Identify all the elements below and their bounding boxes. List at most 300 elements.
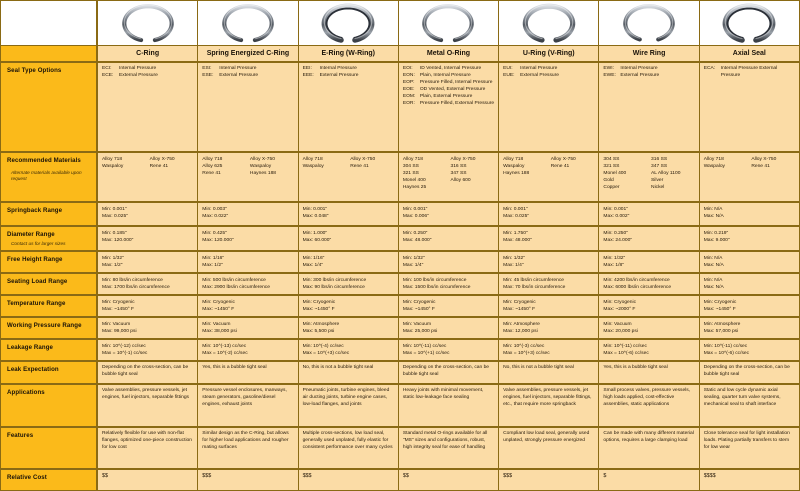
- max-value: Max: 1/4": [503, 263, 524, 269]
- min-value: Min: 500 lbs/in circumference: [202, 278, 266, 283]
- max-value: Max: N/A: [703, 214, 724, 220]
- max-value: Max: 48.000": [402, 238, 432, 244]
- table-cell: [499, 318, 599, 340]
- material-name: Alloy 718: [202, 157, 223, 162]
- table-row-temperature-range: [1, 296, 799, 318]
- min-value: Min: 0.185": [102, 231, 127, 236]
- material-name: Alloy X-750: [751, 157, 777, 162]
- max-value: Max: 120.000": [202, 238, 234, 244]
- table-cell: Pressure vessel enclosures, manways, steam generators, gasoline/diesel engines, exhaust joints: [198, 385, 298, 428]
- seal-type-option: [202, 66, 293, 73]
- table-cell: [499, 252, 599, 274]
- max-value: Max: ~1450° F: [503, 307, 536, 313]
- material-column-2: [751, 156, 795, 170]
- table-row-diameter-range: [1, 227, 799, 252]
- min-value: Min: 1.750": [503, 231, 528, 236]
- seal-type-option: [403, 73, 494, 80]
- seal-type-description: Pressure Filled, Internal Pressure: [419, 79, 493, 85]
- relative-cost-value: $$$$: [700, 470, 799, 490]
- table-cell: Multiple cross-sections, low load seal, generally used unplated, fully elastic for consistent performance over many cycles: [299, 428, 399, 470]
- seal-type-option: [704, 66, 795, 80]
- seal-type-code: EOI:: [402, 66, 413, 71]
- min-value: Min: Atmosphere: [703, 322, 741, 327]
- table-row-free-height-range: [1, 252, 799, 274]
- relative-cost-value: $: [599, 470, 699, 490]
- max-value: Max: 5,500 psi: [302, 329, 335, 335]
- material-name: Alloy X-750: [450, 157, 476, 162]
- table-cell: [599, 274, 699, 296]
- max-value: Max = 10^(-6) cc/sec: [703, 351, 750, 357]
- seal-type-option: [102, 66, 193, 73]
- table-row-features: [1, 428, 799, 470]
- row-label: Seal Type Options: [7, 67, 62, 74]
- row-label-cell: [1, 274, 98, 296]
- row-label-cell: [1, 318, 98, 340]
- table-cell: Compliant low load seal, generally used unplated, strongly pressure energized: [499, 428, 599, 470]
- table-cell: [599, 340, 699, 362]
- table-cell: [499, 63, 599, 153]
- max-value: Max: ~1450° F: [402, 307, 435, 313]
- min-value: Min: 0.250": [402, 231, 428, 236]
- min-value: Min: 10^(-4) cc/sec: [302, 344, 344, 349]
- table-cell: Close tolerance seal for light installation loads. Plating partially transfers to stem for low wear: [700, 428, 799, 470]
- material-name: Rene 41: [149, 164, 169, 170]
- row-label-cell: [1, 362, 98, 385]
- seal-type-code: EON:: [402, 72, 415, 78]
- table-cell: Static and low cycle dynamic axial sealing, quarter turn valve systems, mechanical seal to shaft interface: [700, 385, 799, 428]
- table-cell: [198, 63, 298, 153]
- max-value: Max: 0.048": [302, 214, 329, 220]
- min-value: Min: Cryogenic: [202, 300, 235, 305]
- table-cell: [299, 296, 399, 318]
- max-value: Max: N/A: [703, 285, 724, 291]
- table-cell: Pneumatic joints, turbine engines, bleed air ducting joints, turbine engine cases, low-load flanges, and joints: [299, 385, 399, 428]
- min-value: Min: 45 lbs/in circumference: [503, 278, 565, 283]
- table-cell: [700, 318, 799, 340]
- table-cell: [399, 340, 499, 362]
- seal-type-description: Internal Pressure: [520, 66, 558, 71]
- min-value: Min: 10^(-11) cc/sec: [603, 344, 647, 349]
- row-label-cell: [1, 470, 98, 490]
- table-cell: [198, 203, 298, 227]
- min-value: Min: 0.001": [102, 207, 127, 212]
- material-name: Alloy 718: [703, 157, 724, 162]
- table-cell: [599, 63, 699, 153]
- row-label: Features: [7, 432, 34, 439]
- min-value: Min: Cryogenic: [402, 300, 436, 305]
- max-value: Max: ~1450° F: [703, 307, 736, 313]
- material-name: 321 SS: [402, 171, 419, 177]
- max-value: Max: 1700 lbs/in circumference: [102, 285, 170, 291]
- table-cell: [98, 63, 198, 153]
- seal-type-code: ESE:: [202, 72, 214, 78]
- seal-type-option: [603, 66, 694, 73]
- material-column-2: [350, 156, 394, 170]
- max-value: Max: ~2000° F: [603, 307, 636, 313]
- min-value: Min: 0.219": [703, 231, 729, 236]
- max-value: Max: 0.002": [603, 214, 630, 220]
- table-cell: Depending on the cross-section, can be bubble tight seal: [700, 362, 799, 385]
- table-cell: [299, 340, 399, 362]
- table-cell: [299, 274, 399, 296]
- min-value: Min: 0.001": [603, 207, 628, 212]
- seal-type-option: [303, 73, 394, 80]
- table-cell: [399, 153, 499, 203]
- material-column-2: [450, 156, 494, 192]
- max-value: Max: 6000 lbs/in circumference: [603, 285, 672, 291]
- seal-type-code: ESI:: [202, 66, 212, 71]
- seal-type-description: Internal Pressure: [219, 66, 257, 71]
- material-name: Waspaloy: [302, 164, 324, 170]
- seal-type-option: [603, 73, 694, 80]
- max-value: Max: 57,000 psi: [703, 329, 739, 335]
- table-cell: [399, 227, 499, 252]
- seal-name-header-row: [1, 46, 799, 63]
- seal-type-description: Internal Pressure: [620, 66, 658, 71]
- max-value: Max: 99,000 psi: [102, 329, 137, 335]
- material-column-2: [551, 156, 595, 177]
- material-name: Monel 400: [402, 178, 426, 184]
- material-name: Alloy 718: [302, 157, 323, 162]
- max-value: Max: ~1450° F: [302, 307, 335, 313]
- max-value: Max = 10^(-1) cc/sec: [102, 351, 148, 357]
- row-label-cell: [1, 296, 98, 318]
- seal-image-row: [1, 1, 799, 46]
- row-label: Leak Expectation: [7, 366, 59, 373]
- table-cell: [198, 252, 298, 274]
- seal-type-description: Pressure Filled, External Pressure: [419, 100, 495, 106]
- column-header-spring-energized-c-ring: Spring Energized C-Ring: [198, 46, 298, 63]
- seal-type-description: Internal Pressure External Pressure: [720, 66, 778, 78]
- min-value: Min: 0.003": [202, 207, 227, 212]
- max-value: Max: 90 lbs/in circumference: [302, 285, 365, 291]
- min-value: Min: 0.001": [503, 207, 528, 212]
- table-cell: [399, 63, 499, 153]
- max-value: Max: 38,000 psi: [202, 329, 237, 335]
- table-cell: [98, 296, 198, 318]
- min-value: Min: 4200 lbs/in circumference: [603, 278, 670, 283]
- table-cell: [399, 274, 499, 296]
- max-value: Max: N/A: [703, 263, 724, 269]
- material-name: Copper: [603, 185, 620, 191]
- min-value: Min: Vacuum: [202, 322, 231, 327]
- table-cell: [98, 318, 198, 340]
- max-value: Max = 10^(+1) cc/sec: [402, 351, 450, 357]
- seal-type-option: [303, 66, 394, 73]
- material-column-1: [202, 156, 246, 177]
- table-cell: [499, 153, 599, 203]
- material-column-1: [303, 156, 347, 170]
- max-value: Max: 0.006": [402, 214, 429, 220]
- table-cell: Relatively flexible for use with non-flat flanges, optimized one-piece construction for low cost: [98, 428, 198, 470]
- table-cell: [198, 227, 298, 252]
- table-cell: [599, 153, 699, 203]
- seal-type-code: EOR:: [402, 100, 415, 106]
- row-label: Diameter Range: [7, 231, 55, 238]
- max-value: Max: 0.022": [202, 214, 229, 220]
- table-row-applications: [1, 385, 799, 428]
- min-value: Min: 1.000": [302, 231, 328, 236]
- seal-image-cell: [499, 1, 599, 46]
- seal-type-option: [202, 73, 293, 80]
- min-value: Min: 300 lbs/in circumference: [302, 278, 367, 283]
- material-name: 316 SS: [651, 157, 668, 162]
- max-value: Max: 1/4": [302, 263, 324, 269]
- seal-type-code: EWI:: [603, 66, 615, 71]
- max-value: Max: 25,000 psi: [402, 329, 438, 335]
- material-column-1: [403, 156, 447, 192]
- column-header-e-ring: E-Ring (W-Ring): [299, 46, 399, 63]
- material-name: Waspaloy: [249, 164, 272, 170]
- material-name: 304 SS: [402, 164, 419, 170]
- min-value: Min: 100 lbs/in circumference: [402, 278, 467, 283]
- max-value: Max: 1/2": [102, 263, 123, 269]
- max-value: Max = 10^(+3) cc/sec: [503, 351, 550, 357]
- row-label-cell: [1, 340, 98, 362]
- material-name: Rene 41: [202, 171, 221, 177]
- material-name: Alloy 718: [402, 157, 423, 162]
- material-column-2: [250, 156, 294, 177]
- table-cell: Small process valves, pressure vessels, high loads applied, cost-effective assemblies, static applications: [599, 385, 699, 428]
- max-value: Max = 10^(-2) cc/sec: [202, 351, 248, 357]
- seal-type-option: [403, 101, 494, 108]
- max-value: Max = 10^(+3) cc/sec: [302, 351, 350, 357]
- seal-type-code: EUE:: [503, 72, 515, 78]
- seal-type-code: ECI:: [102, 66, 112, 71]
- row-label: Working Pressure Range: [7, 322, 82, 329]
- table-cell: [98, 252, 198, 274]
- table-cell: [599, 318, 699, 340]
- row-label: Leakage Range: [7, 344, 54, 351]
- material-name: Rene 41: [550, 164, 570, 170]
- seal-type-option: [503, 66, 594, 73]
- column-header-metal-o-ring: Metal O-Ring: [399, 46, 499, 63]
- min-value: Min: Vacuum: [102, 322, 131, 327]
- material-name: Haynes 188: [249, 171, 277, 177]
- min-value: Min: 1/16": [302, 256, 325, 261]
- min-value: Min: N/A: [703, 256, 723, 261]
- table-cell: [499, 340, 599, 362]
- material-name: AL Alloy 1100: [651, 171, 681, 177]
- table-row-leak-expectation: [1, 362, 799, 385]
- table-cell: Can be made with many different material options, requires a large clamping load: [599, 428, 699, 470]
- material-name: Alloy 625: [202, 164, 223, 170]
- table-cell: [700, 252, 799, 274]
- relative-cost-value: $$$: [499, 470, 599, 490]
- table-cell: Heavy joints with minimal movement, static low-leakage face sealing: [399, 385, 499, 428]
- seal-type-description: Plain, Internal Pressure: [419, 72, 471, 78]
- min-value: Min: 10^(-12) cc/sec: [102, 344, 146, 349]
- max-value: Max: 0.025": [503, 214, 530, 220]
- min-value: Min: 10^(-13) cc/sec: [202, 344, 247, 349]
- max-value: Max: 0.025": [102, 214, 128, 220]
- table-cell: [299, 153, 399, 203]
- table-row-recommended-materials: [1, 153, 799, 203]
- max-value: Max: 9.000": [703, 238, 730, 244]
- table-row-relative-cost: [1, 470, 799, 490]
- max-value: Max: ~1450° F: [202, 307, 235, 313]
- seal-type-description: Plain, External Pressure: [419, 93, 473, 99]
- max-value: Max: 20,000 psi: [603, 329, 638, 335]
- min-value: Min: 1/32": [102, 256, 124, 261]
- row-sublabel: Alternate materials available upon request: [11, 169, 82, 181]
- min-value: Min: 1/16": [202, 256, 225, 261]
- material-name: Gold: [603, 178, 614, 184]
- table-cell: [499, 274, 599, 296]
- min-value: Min: Cryogenic: [603, 300, 637, 305]
- seal-type-option: [403, 80, 494, 87]
- seal-type-description: External Pressure: [119, 72, 158, 78]
- material-name: Silver: [651, 178, 664, 184]
- material-name: Alloy X-750: [550, 157, 576, 162]
- seal-type-option: [403, 87, 494, 94]
- table-cell: [599, 227, 699, 252]
- table-cell: Valve assemblies, pressure vessels, jet engines, fuel injectors, separable fittings: [98, 385, 198, 428]
- row-label-cell: [1, 227, 98, 252]
- row-label-cell: [1, 63, 98, 153]
- table-cell: [399, 252, 499, 274]
- seal-image-cell: [198, 1, 298, 46]
- seal-type-code: ECE:: [102, 72, 114, 78]
- max-value: Max: 60.000": [302, 238, 332, 244]
- table-cell: [198, 340, 298, 362]
- column-header-c-ring: C-Ring: [98, 46, 198, 63]
- table-cell: [198, 318, 298, 340]
- header-blank-cell: [1, 46, 98, 63]
- max-value: Max: 1/4": [402, 263, 424, 269]
- seal-type-code: EOE:: [402, 86, 415, 92]
- table-row-springback-range: [1, 203, 799, 227]
- min-value: Min: Vacuum: [402, 322, 432, 327]
- column-header-u-ring: U-Ring (V-Ring): [499, 46, 599, 63]
- max-value: Max: 2900 lbs/in circumference: [202, 285, 270, 291]
- min-value: Min: 1/32": [402, 256, 425, 261]
- table-cell: [700, 203, 799, 227]
- max-value: Max: 120.000": [102, 238, 134, 244]
- table-cell: [98, 274, 198, 296]
- table-cell: Standard metal O-rings available for all "MS" sizes and configurations, robust, high integrity seal for ease of handling: [399, 428, 499, 470]
- table-cell: [98, 153, 198, 203]
- table-cell: [599, 203, 699, 227]
- min-value: Min: N/A: [703, 207, 723, 212]
- min-value: Min: 10^(-11) cc/sec: [402, 344, 447, 349]
- row-label-cell: [1, 385, 98, 428]
- row-sublabel: Contact us for larger sizes: [11, 240, 66, 246]
- material-column-1: [503, 156, 547, 177]
- table-cell: [198, 153, 298, 203]
- min-value: Min: 0.001": [402, 207, 428, 212]
- table-cell: [700, 340, 799, 362]
- min-value: Min: Cryogenic: [102, 300, 135, 305]
- material-name: Alloy X-750: [350, 157, 376, 162]
- seal-type-description: External Pressure: [319, 72, 359, 78]
- max-value: Max: 48.000": [503, 238, 532, 244]
- relative-cost-value: $$: [399, 470, 499, 490]
- table-cell: [399, 318, 499, 340]
- table-cell: Yes, this is a bubble tight seal: [599, 362, 699, 385]
- material-name: Haynes 188: [503, 171, 530, 177]
- table-cell: [599, 296, 699, 318]
- seal-type-description: ID Vented, Internal Pressure: [419, 66, 482, 71]
- table-cell: [499, 203, 599, 227]
- table-cell: [399, 203, 499, 227]
- max-value: Max = 10^(-6) cc/sec: [603, 351, 649, 357]
- table-cell: [299, 252, 399, 274]
- material-name: Alloy 718: [102, 157, 123, 162]
- material-name: Waspaloy: [703, 164, 725, 170]
- relative-cost-value: $$$: [198, 470, 298, 490]
- corner-blank-cell: [1, 1, 98, 46]
- table-cell: [700, 63, 799, 153]
- min-value: Min: 0.425": [202, 231, 227, 236]
- max-value: Max: 70 lbs/in circumference: [503, 285, 566, 291]
- seal-type-option: [503, 73, 594, 80]
- min-value: Min: Atmosphere: [302, 322, 340, 327]
- table-row-seating-load-range: [1, 274, 799, 296]
- row-label: Recommended Materials: [7, 157, 81, 164]
- max-value: Max: 24.000": [603, 238, 633, 244]
- seal-type-option: [403, 94, 494, 101]
- min-value: Min: Cryogenic: [503, 300, 536, 305]
- row-label: Applications: [7, 389, 45, 396]
- table-cell: [499, 296, 599, 318]
- material-column-2: [651, 156, 695, 192]
- seal-type-code: EEE:: [302, 72, 314, 78]
- material-name: Waspaloy: [503, 164, 525, 170]
- min-value: Min: 80 lbs/in circumference: [102, 278, 163, 283]
- min-value: Min: 0.250": [603, 231, 628, 236]
- seal-image-cell: [399, 1, 499, 46]
- material-name: 304 SS: [603, 157, 620, 162]
- row-label: Free Height Range: [7, 256, 63, 263]
- table-cell: [399, 296, 499, 318]
- seal-type-description: Internal Pressure: [119, 66, 157, 71]
- seal-image-cell: [599, 1, 699, 46]
- table-cell: [98, 203, 198, 227]
- material-name: Haynes 25: [402, 185, 427, 191]
- relative-cost-value: $$: [98, 470, 198, 490]
- table-cell: [299, 203, 399, 227]
- row-label-cell: [1, 153, 98, 203]
- seal-type-code: EOP:: [402, 79, 415, 85]
- material-name: Alloy X-750: [249, 157, 275, 162]
- row-label: Springback Range: [7, 207, 63, 214]
- seal-type-code: EEI:: [302, 66, 312, 71]
- min-value: Min: N/A: [703, 278, 723, 283]
- seal-type-code: EOM:: [402, 93, 416, 99]
- table-cell: [198, 274, 298, 296]
- material-name: Rene 41: [751, 164, 770, 170]
- max-value: Max: 1/2": [202, 263, 223, 269]
- min-value: Min: Atmosphere: [503, 322, 540, 327]
- seal-type-option: [102, 73, 193, 80]
- table-cell: Yes, this is a bubble tight seal: [198, 362, 298, 385]
- seal-type-code: ECA:: [703, 66, 716, 71]
- material-name: 347 SS: [651, 164, 668, 170]
- row-label-cell: [1, 203, 98, 227]
- column-header-wire-ring: Wire Ring: [599, 46, 699, 63]
- min-value: Min: 10^(-11) cc/sec: [703, 344, 748, 349]
- table-cell: No, this is not a bubble tight seal: [299, 362, 399, 385]
- seal-type-description: External Pressure: [620, 72, 660, 78]
- row-label: Seating Load Range: [7, 278, 68, 285]
- table-cell: Depending on the cross-section, can be bubble tight seal: [98, 362, 198, 385]
- material-column-2: [150, 156, 194, 170]
- table-cell: [700, 296, 799, 318]
- max-value: Max: 12,000 psi: [503, 329, 538, 335]
- material-name: Alloy X-750: [149, 157, 175, 162]
- table-cell: [98, 227, 198, 252]
